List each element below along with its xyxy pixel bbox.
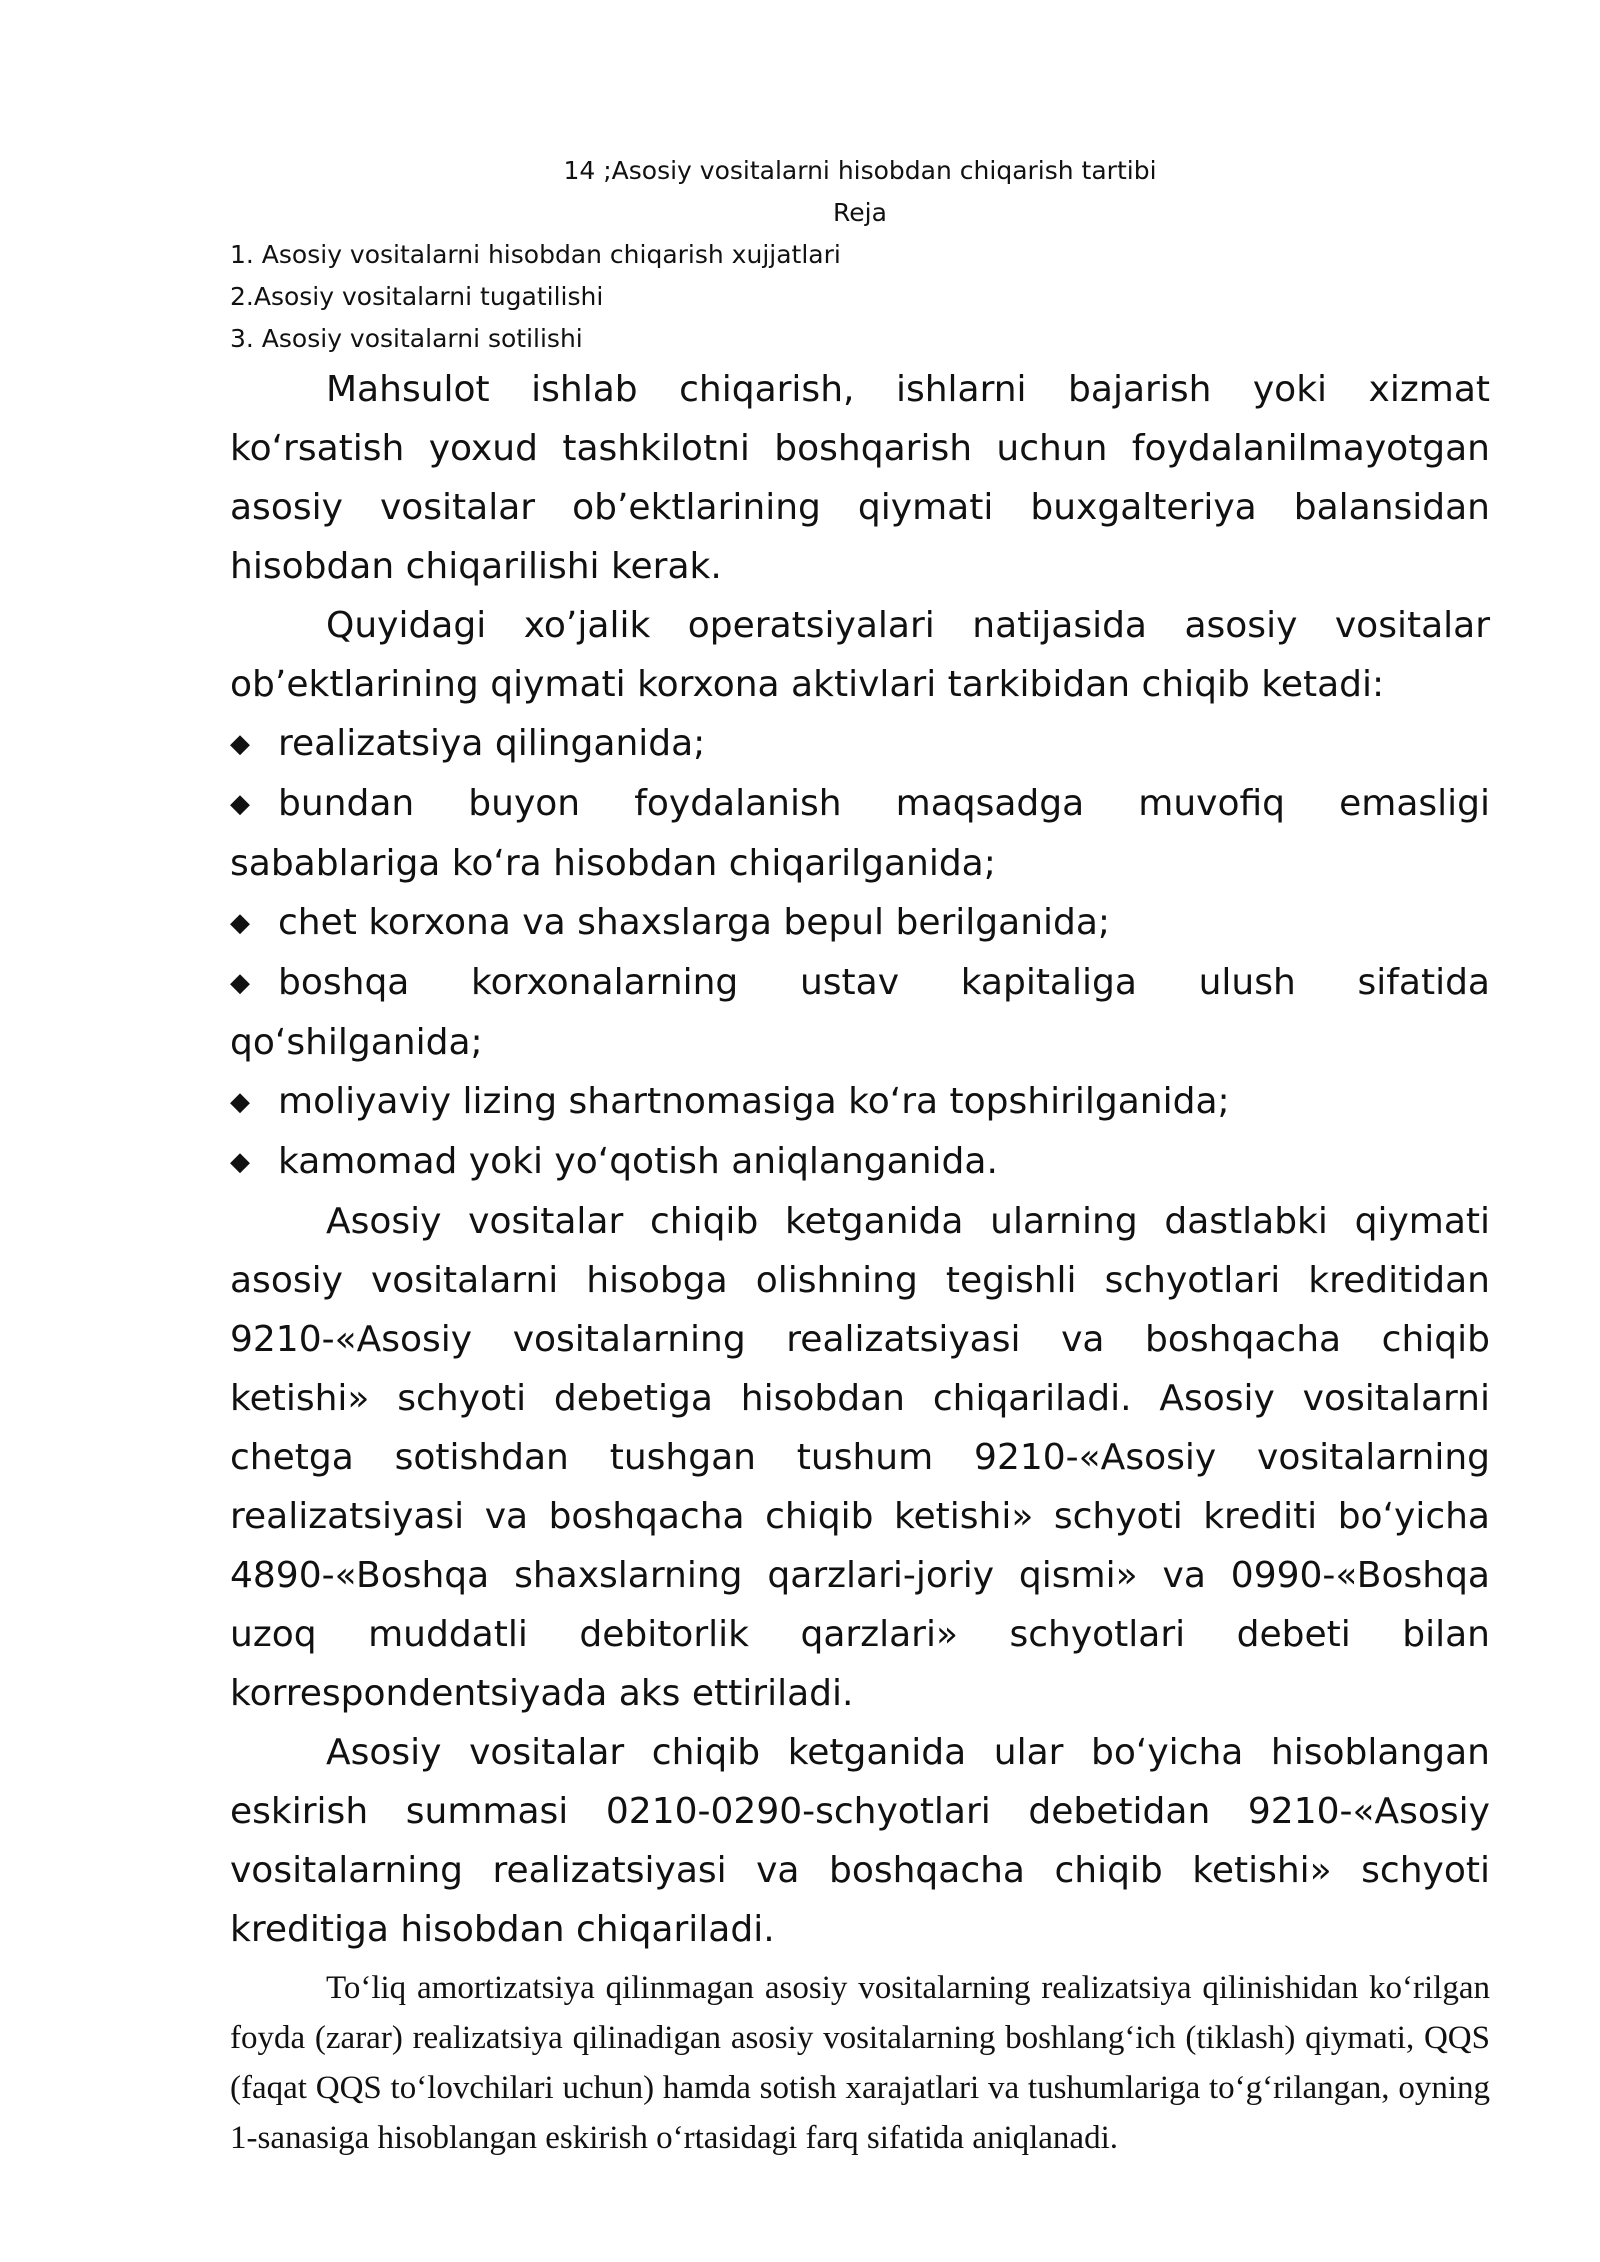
list-item-text: kamomad yoki yo‘qotish aniqlanganida. [278,1141,998,1182]
list-item-text: realizatsiya qilinganida; [278,723,706,764]
list-item-text: boshqa korxonalarning ustav kapitaliga ulush sifatida qo‘shilganida; [230,962,1490,1063]
list-item-text: moliyaviy lizing shartnomasiga ko‘ra topshirilganida; [278,1081,1230,1122]
plan-heading: Reja [833,198,887,227]
document-page [230,150,1490,2163]
plan-item: 3. Asosiy vositalarni sotilishi [230,324,583,353]
final-paragraph: To‘liq amortizatsiya qilinmagan asosiy vositalarning realizatsiya qilinishidan ko‘rilgan foyda (zarar) realizatsiya qilinadigan asosiy vositalarning boshlang‘ich (tiklash) qiymati, QQS (faqat QQS to‘lovchilari uchun) hamda sotish xarajatlari va tushumlariga to‘g‘rilangan, oyning 1-sanasiga hisoblangan eskirish o‘rtasidagi farq sifatida aniqlanadi. [230,1970,1490,2156]
document-title: 14 ;Asosiy vositalarni hisobdan chiqarish tartibi [563,156,1157,185]
paragraph: Quyidagi xo’jalik operatsiyalari natijasida asosiy vositalar ob’ektlarining qiymati korxona aktivlari tarkibidan chiqib ketadi: [230,605,1490,705]
diamond-bullet-icon: ◆ [230,1087,250,1117]
list-item [230,893,1490,953]
diamond-bullet-icon: ◆ [230,908,250,938]
plan-item: 2.Asosiy vositalarni tugatilishi [230,282,604,311]
list-item [230,714,1490,774]
list-item [230,1072,1490,1132]
plan-item: 1. Asosiy vositalarni hisobdan chiqarish xujjatlari [230,240,841,269]
diamond-bullet-icon: ◆ [230,789,250,819]
paragraph: Asosiy vositalar chiqib ketganida ular bo‘yicha hisoblangan eskirish summasi 0210-0290-schyotlari debetidan 9210-«Asosiy vositalarning realizatsiyasi va boshqacha chiqib ketishi» schyoti kreditiga hisobdan chiqariladi. [230,1732,1490,1950]
diamond-bullet-icon: ◆ [230,729,250,759]
plan-list [230,234,1490,360]
list-item [230,1132,1490,1192]
bullet-list [230,714,1490,1192]
list-item-text: chet korxona va shaxslarga bepul berilganida; [278,902,1111,943]
paragraph: Asosiy vositalar chiqib ketganida ularning dastlabki qiymati asosiy vositalarni hisobga olishning tegishli schyotlari kreditidan 9210-«Asosiy vositalarning realizatsiyasi va boshqacha chiqib ketishi» schyoti debetiga hisobdan chiqariladi. Asosiy vositalarni chetga sotishdan tushgan tushum 9210-«Asosiy vositalarning realizatsiyasi va boshqacha chiqib ketishi» schyoti krediti bo‘yicha 4890-«Boshqa shaxslarning qarzlari-joriy qismi» va 0990-«Boshqa uzoq muddatli debitorlik qarzlari» schyotlari debeti bilan korrespondentsiyada aks ettiriladi. [230,1201,1490,1714]
list-item-text: bundan buyon foydalanish maqsadga muvofiq emasligi sabablariga ko‘ra hisobdan chiqarilganida; [230,783,1490,884]
paragraph: Mahsulot ishlab chiqarish, ishlarni bajarish yoki xizmat ko‘rsatish yoxud tashkilotni boshqarish uchun foydalanilmayotgan asosiy vositalar ob’ektlarining qiymati buxgalteriya balansidan hisobdan chiqarilishi kerak. [230,369,1490,587]
diamond-bullet-icon: ◆ [230,1147,250,1177]
diamond-bullet-icon: ◆ [230,968,250,998]
list-item [230,953,1490,1072]
list-item [230,774,1490,893]
